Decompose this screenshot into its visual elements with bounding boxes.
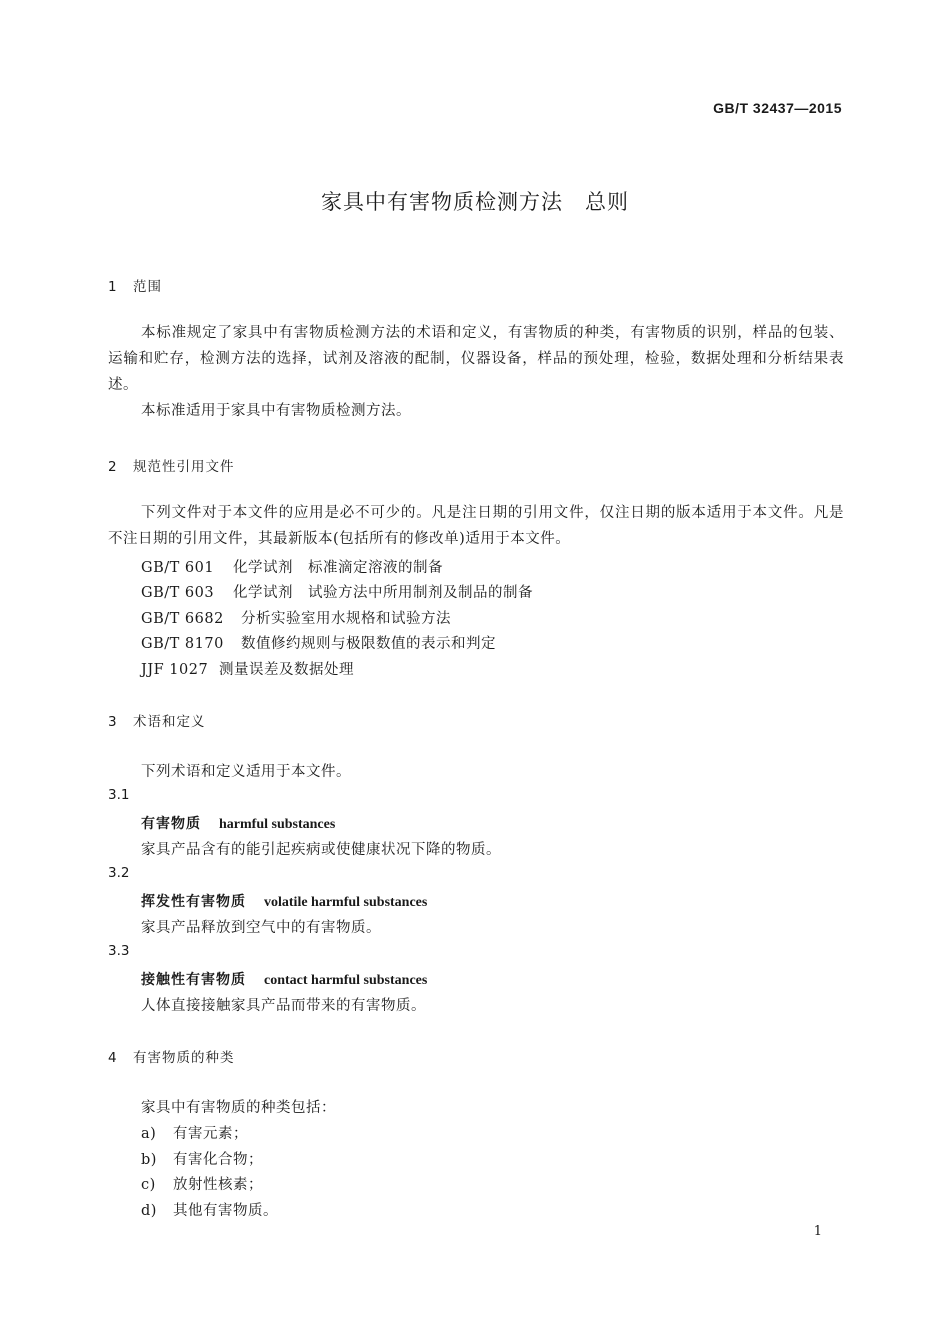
term-definition: 人体直接接触家具产品而带来的有害物质。	[141, 998, 426, 1014]
list-marker: b)	[141, 1152, 157, 1168]
term-english: contact harmful substances	[264, 973, 428, 988]
term-number: 3.3	[108, 943, 130, 959]
section-2-paragraph-1: 下列文件对于本文件的应用是必不可少的。凡是注日期的引用文件，仅注日期的版本适用于本文件。凡是不注日期的引用文件，其最新版本(包括所有的修改单)适用于本文件。	[108, 505, 844, 547]
reference-code: GB/T 603	[141, 585, 215, 601]
list-marker: a)	[141, 1126, 157, 1142]
reference-item	[141, 581, 533, 602]
reference-title: 数值修约规则与极限数值的表示和判定	[241, 636, 496, 652]
list-text: 放射性核素；	[173, 1177, 263, 1193]
list-item	[141, 1173, 263, 1194]
reference-code: GB/T 601	[141, 560, 215, 576]
reference-item	[141, 658, 354, 679]
standard-code: GB/T 32437—2015	[713, 100, 842, 116]
section-title: 规范性引用文件	[133, 459, 235, 475]
reference-item	[141, 632, 496, 653]
section-number: 3	[108, 714, 118, 730]
section-title: 有害物质的种类	[133, 1050, 235, 1066]
section-number: 1	[108, 279, 118, 295]
term-heading	[141, 813, 335, 833]
list-marker: d)	[141, 1203, 157, 1219]
section-2-heading	[108, 455, 235, 475]
reference-title: 化学试剂 试验方法中所用制剂及制品的制备	[233, 585, 533, 601]
list-text: 有害元素；	[173, 1126, 248, 1142]
term-chinese: 挥发性有害物质	[141, 894, 246, 910]
page-number: 1	[813, 1224, 822, 1239]
section-4-intro: 家具中有害物质的种类包括：	[141, 1100, 336, 1116]
section-3-heading	[108, 710, 206, 730]
term-definition: 家具产品含有的能引起疾病或使健康状况下降的物质。	[141, 842, 501, 858]
section-4-heading	[108, 1046, 235, 1066]
list-text: 其他有害物质。	[173, 1203, 278, 1219]
reference-title: 分析实验室用水规格和试验方法	[241, 611, 451, 627]
term-english: harmful substances	[219, 817, 336, 832]
term-number: 3.1	[108, 787, 130, 803]
reference-code: JJF 1027	[141, 662, 209, 678]
list-marker: c)	[141, 1177, 156, 1193]
list-item	[141, 1148, 263, 1169]
term-chinese: 有害物质	[141, 816, 201, 832]
term-english: volatile harmful substances	[264, 895, 428, 910]
list-item	[141, 1199, 278, 1220]
section-1-heading	[108, 275, 162, 295]
section-number: 4	[108, 1050, 118, 1066]
list-text: 有害化合物；	[173, 1152, 263, 1168]
reference-code: GB/T 8170	[141, 636, 224, 652]
term-heading	[141, 891, 427, 911]
reference-code: GB/T 6682	[141, 611, 224, 627]
reference-title: 化学试剂 标准滴定溶液的制备	[233, 560, 443, 576]
reference-item	[141, 607, 451, 628]
section-1-paragraph-1: 本标准规定了家具中有害物质检测方法的术语和定义，有害物质的种类，有害物质的识别，样品的包装、运输和贮存，检测方法的选择，试剂及溶液的配制，仪器设备，样品的预处理，检验，数据处理和分析结果表述。	[108, 325, 844, 393]
term-chinese: 接触性有害物质	[141, 972, 246, 988]
section-title: 术语和定义	[133, 714, 206, 730]
document-title: 家具中有害物质检测方法 总则	[321, 190, 629, 214]
section-title: 范围	[133, 279, 162, 295]
section-3-intro: 下列术语和定义适用于本文件。	[141, 764, 351, 780]
list-item	[141, 1122, 248, 1143]
reference-item	[141, 556, 443, 577]
section-number: 2	[108, 459, 118, 475]
term-heading	[141, 969, 427, 989]
term-definition: 家具产品释放到空气中的有害物质。	[141, 920, 381, 936]
section-1-paragraph-2: 本标准适用于家具中有害物质检测方法。	[141, 403, 411, 419]
reference-title: 测量误差及数据处理	[219, 662, 354, 678]
term-number: 3.2	[108, 865, 130, 881]
